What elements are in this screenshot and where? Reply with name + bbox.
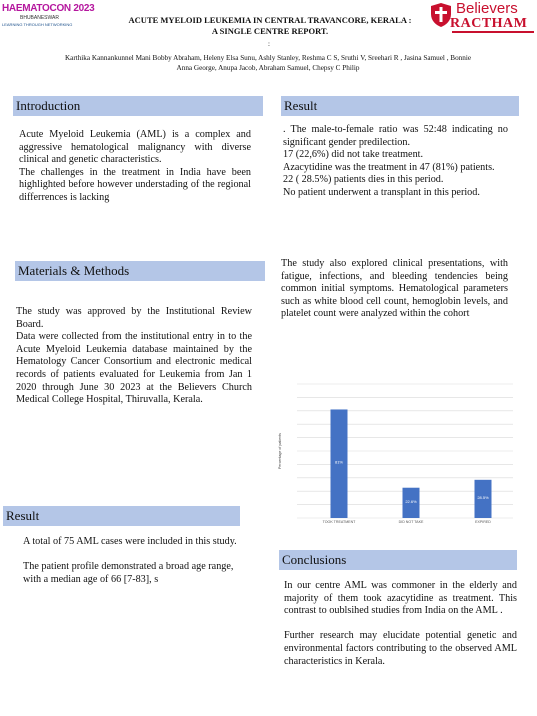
result-right-line3: Azacytidine was the treatment in 47 (81%) patients. [283,161,495,173]
paragraph-gap [284,618,517,631]
introduction-para1: Acute Myeloid Leukemia (AML) is a complex and aggressive hematological malignancy with diverse clinical and genetic characteristics. [19,129,251,166]
chart-category-label: DID NOT TAKE [398,520,424,524]
chart-data-label: 81% [334,459,344,465]
poster-title-line1: ACUTE MYELOID LEUKEMIA IN CENTRAL TRAVANCORE, KERALA : [128,15,412,25]
author-line1: Karthika Kannankunnel Mani Bobby Abraham, Heleny Elsa Sunu, Ashly Stanley, Reshma C S, Sruthi V, Sreehari R , Jasina Samuel , Bonnie [64,54,472,62]
conclusions-para1: In our centre AML was commoner in the elderly and majority of them took azacytidine as treatment. This contrast to oublsihed studies from India on the AML . [284,580,517,617]
cross-shield-icon [430,2,452,28]
result-right-para2: The study also explored clinical presentations, with fatigue, infections, and bleeding tendencies being common initial symptoms. Hematological parameters such as white blood cell count, hemoglobin levels, and platelet count were analyzed within the cohort [281,258,508,320]
haematocon-logo [2,3,95,33]
chart-y-axis-label: Percentage of patients [278,433,282,469]
haematocon-logo-tagline: LEARNING THROUGH NETWORKING [2,22,73,27]
ractham-logo-text: RACTHAM [450,16,528,31]
believers-logo-text: Believers [456,0,518,17]
poster-header [0,0,537,82]
result-right-line1: . The male-to-female ratio was 52:48 indicating no significant gender predilection. [283,124,508,148]
result-text-right [283,124,508,200]
introduction-heading: Introduction [13,96,263,116]
introduction-para2: The challenges in the treatment in India have been highlighted before however understading of the regional differrences is lacking [19,166,251,203]
author-line2: Anna George, Anupa Jacob, Abraham Samuel, Chepsy C Philip [176,64,360,72]
result-heading-right: Result [281,96,519,116]
introduction-text [19,129,251,205]
result-text-left [23,536,237,586]
believers-ractham-logo [428,0,536,34]
poster-title [90,15,450,37]
outcome-bar-chart [269,378,519,527]
result-right-line4: 22 ( 28.5%) patients dies in this period. [283,174,444,186]
haematocon-logo-title: HAEMATOCON 2023 [2,3,95,14]
methods-para2: Data were collected from the institutional entry in to the Acute Myeloid Leukemia database maintained by the Hematology Cancer Consortium and electronic medical records of patients evaluated for Leukemia from Jan 1 2020 through June 30 2023 at the Believers Church Medical College Hospital, Thiruvalla, Kerala. [16,331,252,406]
author-list [8,53,528,73]
chart-category-label: TOOK TREATMENT [322,520,356,524]
result-left-para1: A total of 75 AML cases were included in this study. [23,536,237,547]
conclusions-heading: Conclusions [279,550,517,570]
result-heading-left: Result [3,506,240,526]
poster-title-line2: A SINGLE CENTRE REPORT. [211,26,329,36]
result-left-para2: The patient profile demonstrated a broad age range, with a median age of 66 [7-83], s [23,561,234,585]
chart-data-label: 28.5% [477,494,489,500]
result-right-line5: No patient underwent a transplant in this period. [283,186,480,198]
paragraph-gap [23,549,237,562]
conclusions-text [284,580,517,668]
methods-heading: Materials & Methods [15,261,265,281]
methods-para1: The study was approved by the Institutional Review Board. [16,306,252,330]
logo-underline [452,31,534,33]
haematocon-logo-city: BHUBANESWAR [20,15,59,21]
chart-data-label: 22.6% [405,498,417,504]
chart-category-label: EXPIRED [475,520,491,524]
title-colon: : [268,40,270,48]
result-right-line2: 17 (22,6%) did not take treatment. [283,149,424,161]
result-text-right-2 [281,258,508,321]
methods-text [16,306,252,407]
conclusions-para2: Further research may elucidate potential genetic and environmental factors contributing to the observed AML characteristics in Kerala. [284,630,517,667]
